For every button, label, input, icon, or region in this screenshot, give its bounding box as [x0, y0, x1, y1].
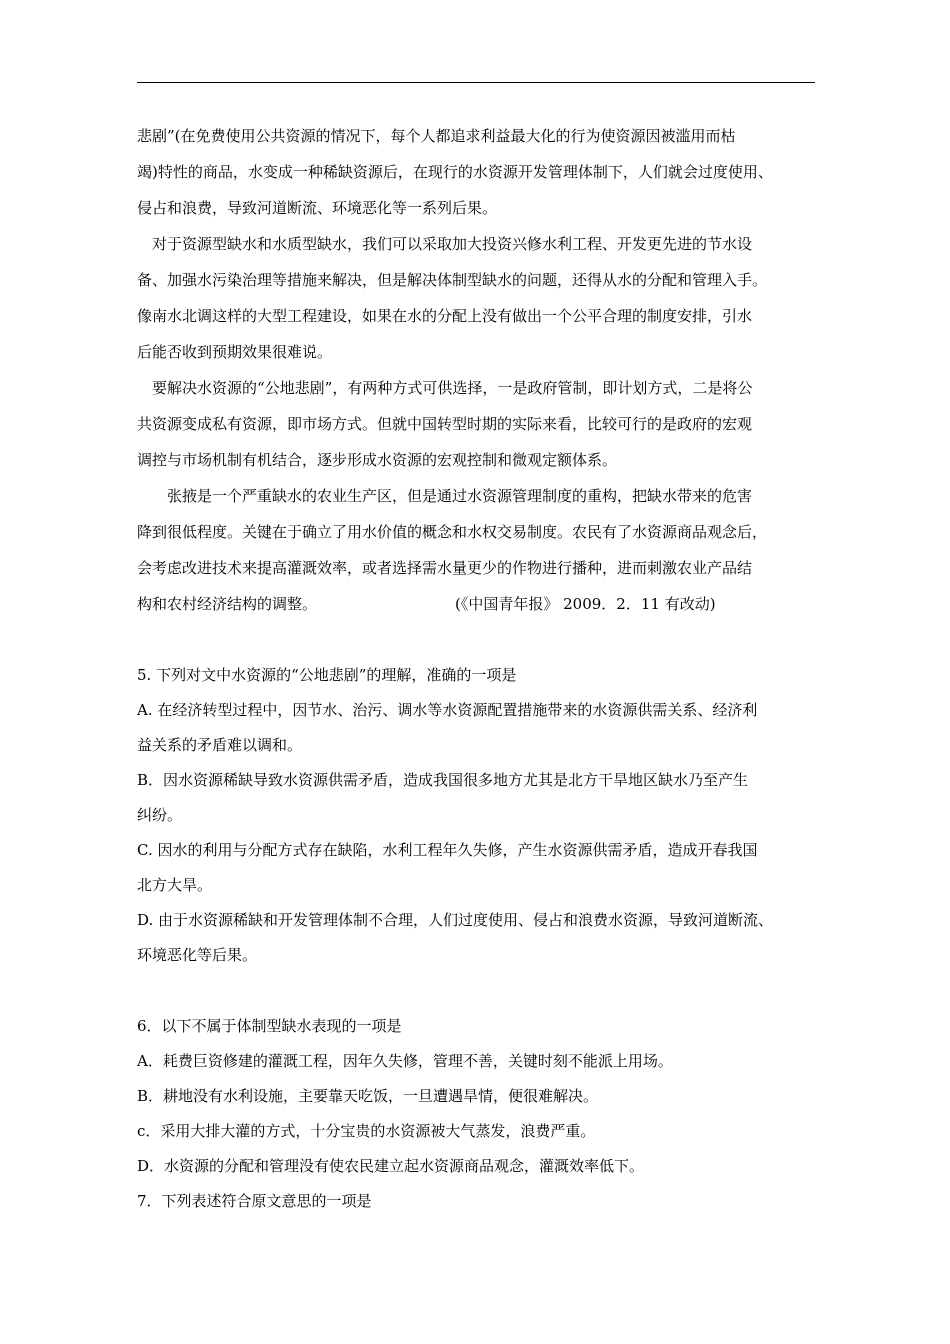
text-line: 共资源变成私有资源，即市场方式。但就中国转型时期的实际来看，比较可行的是政府的宏观 [137, 415, 753, 433]
question-stem: 7．下列表述符合原文意思的一项是 [137, 1192, 372, 1210]
option-c-cont: 北方大旱。 [137, 876, 213, 894]
text-line: 悲剧”(在免费使用公共资源的情况下，每个人都追求利益最大化的行为使资源因被滥用而枯 [137, 127, 736, 145]
text-line: 后能否收到预期效果很难说。 [137, 343, 333, 361]
option-b: B．因水资源稀缺导致水资源供需矛盾，造成我国很多地方尤其是北方干旱地区缺水乃至产生 [137, 771, 749, 789]
option-d-cont: 环境恶化等后果。 [137, 946, 258, 964]
passage-paragraph-1 [137, 118, 823, 226]
question-5 [137, 658, 823, 973]
question-stem: 5. 下列对文中水资源的“公地悲剧”的理解，准确的一项是 [137, 666, 517, 684]
text-line: 要解决水资源的“公地悲剧”，有两种方式可供选择，一是政府管制，即计划方式，二是将公 [152, 379, 753, 397]
question-7 [137, 1184, 823, 1219]
text-line: 会考虑改进技术来提高灌溉效率，或者选择需水量更少的作物进行播种，进而刺激农业产品结 [137, 559, 753, 577]
text-line: 像南水北调这样的大型工程建设，如果在水的分配上没有做出一个公平合理的制度安排，引水 [137, 307, 753, 325]
passage-paragraph-4 [137, 478, 823, 622]
document-body [137, 118, 823, 1219]
text-line: 备、加强水污染治理等措施来解决，但是解决体制型缺水的问题，还得从水的分配和管理入手。 [137, 271, 768, 289]
passage-paragraph-2 [137, 226, 823, 370]
option-d: D. 由于水资源稀缺和开发管理体制不合理，人们过度使用、侵占和浪费水资源，导致河道断流、 [137, 911, 774, 929]
text-line [137, 586, 823, 622]
option-b-cont: 纠纷。 [137, 806, 183, 824]
option-a: A. 在经济转型过程中，因节水、治污、调水等水资源配置措施带来的水资源供需关系、经济利 [137, 701, 758, 719]
text-line: 对于资源型缺水和水质型缺水，我们可以采取加大投资兴修水利工程、开发更先进的节水设 [152, 235, 753, 253]
text-line: 降到很低程度。关键在于确立了用水价值的概念和水权交易制度。农民有了水资源商品观念后， [137, 523, 768, 541]
text-line: 侵占和浪费，导致河道断流、环境恶化等一系列后果。 [137, 199, 498, 217]
option-b: B．耕地没有水利设施，主要靠天吃饭，一旦遭遇旱情，便很难解决。 [137, 1087, 599, 1105]
question-6 [137, 1009, 823, 1184]
option-d: D．水资源的分配和管理没有使农民建立起水资源商品观念，灌溉效率低下。 [137, 1157, 645, 1175]
text-line: 调控与市场机制有机结合，逐步形成水资源的宏观控制和微观定额体系。 [137, 451, 618, 469]
header-rule [137, 82, 815, 83]
source-citation: (《中国青年报》 2009．2．11 有改动) [455, 595, 716, 613]
text-line: 张掖是一个严重缺水的农业生产区，但是通过水资源管理制度的重构，把缺水带来的危害 [167, 487, 753, 505]
spacer [137, 622, 823, 658]
option-a: A．耗费巨资修建的灌溉工程，因年久失修，管理不善，关键时刻不能派上用场。 [137, 1052, 673, 1070]
text-line: 竭)特性的商品，水变成一种稀缺资源后，在现行的水资源开发管理体制下，人们就会过度使用、 [137, 163, 773, 181]
passage-paragraph-3 [137, 370, 823, 478]
text-line-end: 构和农村经济结构的调整。 [137, 595, 318, 613]
option-a-cont: 益关系的矛盾难以调和。 [137, 736, 303, 754]
spacer [137, 973, 823, 1009]
option-c: C. 因水的利用与分配方式存在缺陷，水利工程年久失修，产生水资源供需矛盾，造成开春我国 [137, 841, 758, 859]
option-c: c．采用大排大灌的方式，十分宝贵的水资源被大气蒸发，浪费严重。 [137, 1122, 596, 1140]
question-stem: 6．以下不属于体制型缺水表现的一项是 [137, 1017, 402, 1035]
